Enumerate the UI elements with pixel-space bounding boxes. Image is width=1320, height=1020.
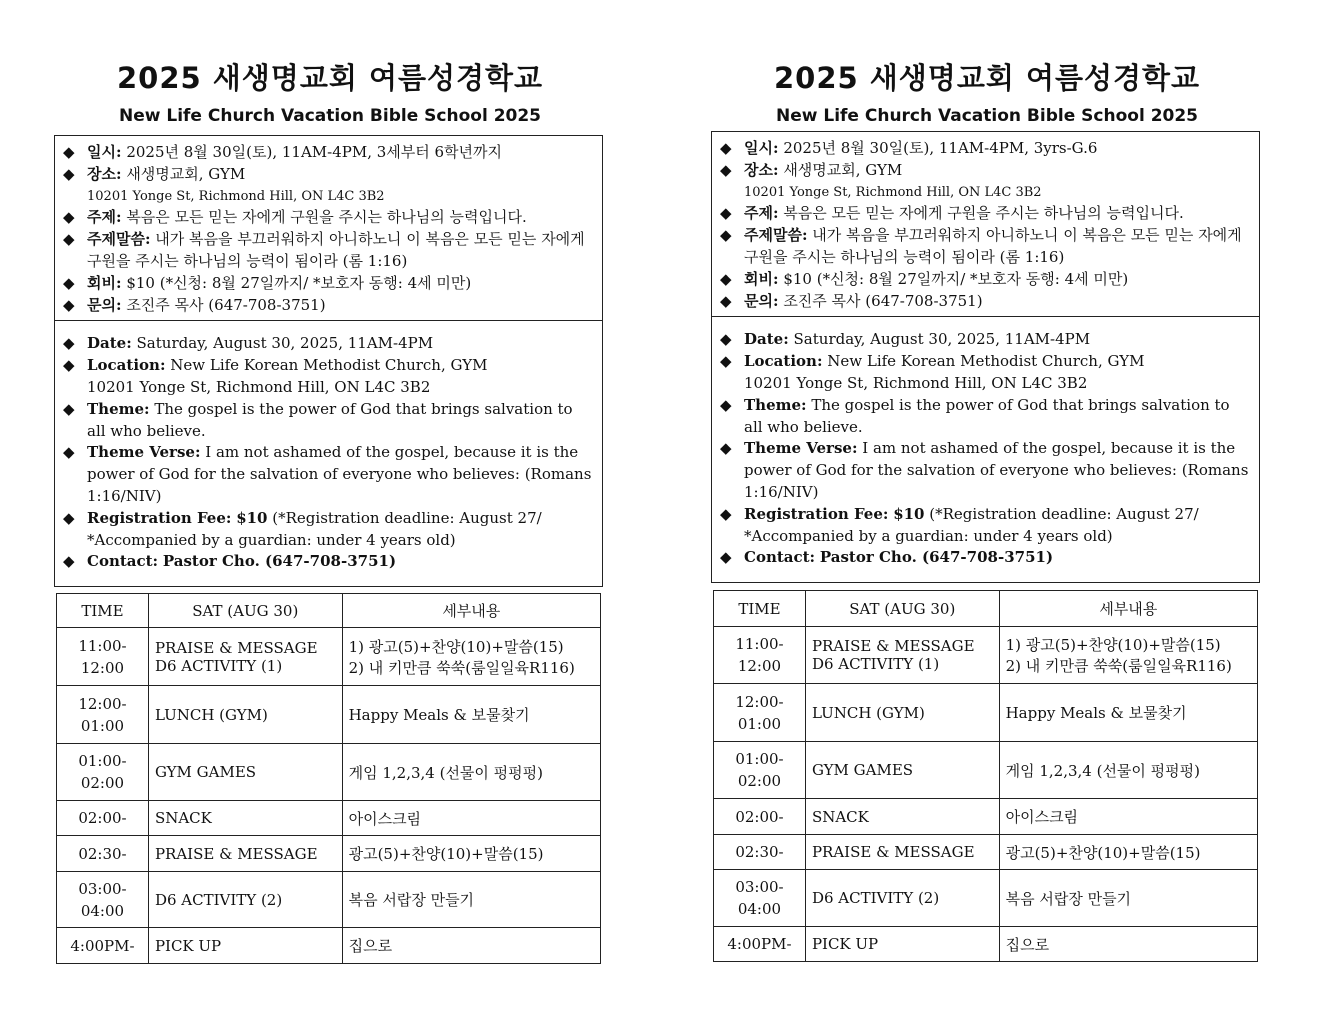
info-verse-en: ◆ Theme Verse: I am not ashamed of the gospel, because it is the power of God for the salvation of everyone who believes: (Romans 1:16/NIV) [720, 439, 1249, 501]
bullet-icon: ◆ [63, 356, 75, 375]
column-header: TIME [714, 591, 806, 627]
bullet-icon: ◆ [720, 330, 732, 349]
table-row: 02:00- SNACK 아이스크림 [57, 801, 601, 836]
bullet-icon: ◆ [720, 291, 732, 310]
table-row: 02:30- PRAISE & MESSAGE 광고(5)+찬양(10)+말씀(15) [714, 835, 1258, 870]
info-contact-en: ◆ Contact: Pastor Cho. (647-708-3751) [720, 547, 1249, 569]
bullet-icon: ◆ [63, 230, 75, 249]
table-row: 4:00PM- PICK UP 집으로 [57, 928, 601, 964]
info-place: ◆ 장소: 새생명교회, GYM 10201 Yonge St, Richmond Hill, ON L4C 3B2 [63, 164, 385, 204]
bullet-icon: ◆ [720, 204, 732, 223]
table-row: 12:00- 01:00 LUNCH (GYM) Happy Meals & 보물찾기 [714, 684, 1258, 742]
info-theme: ◆ 주제: 복음은 모든 믿는 자에게 구원을 주시는 하나님의 능력입니다. [720, 203, 1249, 225]
bullet-icon: ◆ [720, 352, 732, 371]
bullet-icon: ◆ [720, 548, 732, 567]
table-header-row [714, 591, 1258, 627]
column-header: SAT (AUG 30) [148, 594, 342, 628]
info-verse: ◆ 주제말씀: 내가 복음을 부끄러워하지 아니하노니 이 복음은 모든 믿는 자에게 구원을 주시는 하나님의 능력이 됨이라 (롬 1:16) [720, 226, 1242, 266]
info-contact: ◆ 문의: 조진주 목사 (647-708-3751) [63, 295, 592, 317]
column-header: SAT (AUG 30) [805, 591, 999, 627]
table-row: 4:00PM- PICK UP 집으로 [714, 927, 1258, 962]
info-date: ◆ 일시: 2025년 8월 30일(토), 11AM-4PM, 3yrs-G.6 [720, 138, 1249, 160]
bullet-icon: ◆ [63, 273, 75, 292]
info-verse-en: ◆ Theme Verse: I am not ashamed of the gospel, because it is the power of God for the salvation of everyone who believes: (Romans 1:16/NIV) [63, 443, 592, 505]
bullet-icon: ◆ [720, 504, 732, 523]
info-fee: ◆ 회비: $10 (*신청: 8월 27일까지/ *보호자 동행: 4세 미만) [63, 273, 592, 295]
info-box [54, 135, 603, 587]
info-contact: ◆ 문의: 조진주 목사 (647-708-3751) [720, 291, 1249, 313]
bullet-icon: ◆ [63, 208, 75, 227]
bullet-icon: ◆ [63, 443, 75, 462]
info-contact-en: ◆ Contact: Pastor Cho. (647-708-3751) [63, 551, 592, 573]
table-row: 03:00- 04:00 D6 ACTIVITY (2) 복음 서랍장 만들기 [714, 870, 1258, 927]
info-theme: ◆ 주제: 복음은 모든 믿는 자에게 구원을 주시는 하나님의 능력입니다. [63, 207, 592, 229]
page-subtitle: New Life Church Vacation Bible School 2025 [118, 106, 542, 126]
bullet-icon: ◆ [63, 143, 75, 161]
table-row: 02:30- PRAISE & MESSAGE 광고(5)+찬양(10)+말씀(15) [57, 836, 601, 872]
bullet-icon: ◆ [720, 226, 732, 245]
info-theme-en: ◆ Theme: The gospel is the power of God that brings salvation to all who believe. [63, 399, 573, 440]
info-fee: ◆ 회비: $10 (*신청: 8월 27일까지/ *보호자 동행: 4세 미만) [720, 269, 1249, 291]
bullet-icon: ◆ [720, 395, 732, 414]
korean-info [55, 136, 602, 320]
bullet-icon: ◆ [63, 399, 75, 418]
bullet-icon: ◆ [63, 508, 75, 527]
bullet-icon: ◆ [720, 139, 732, 157]
info-location-en: ◆ Location: New Life Korean Methodist Church, GYM 10201 Yonge St, Richmond Hill, ON L4C 3B2 [720, 352, 1145, 392]
bullet-icon: ◆ [720, 439, 732, 458]
bullet-icon: ◆ [720, 160, 732, 179]
bullet-icon: ◆ [63, 164, 75, 183]
schedule-table [713, 590, 1258, 962]
bullet-icon: ◆ [63, 334, 75, 353]
table-header-row [57, 594, 601, 628]
column-header: 세부내용 [342, 594, 600, 628]
table-row: 03:00- 04:00 D6 ACTIVITY (2) 복음 서랍장 만들기 [57, 872, 601, 928]
page-subtitle: New Life Church Vacation Bible School 2025 [775, 106, 1199, 126]
info-verse: ◆ 주제말씀: 내가 복음을 부끄러워하지 아니하노니 이 복음은 모든 믿는 자에게 구원을 주시는 하나님의 능력이 됨이라 (롬 1:16) [63, 230, 585, 270]
table-row: 11:00- 12:00 PRAISE & MESSAGE D6 ACTIVITY (1) 1) 광고(5)+찬양(10)+말씀(15) 2) 내 키만큼 쑥쑥(룸일일육R116) [714, 627, 1258, 684]
info-date-en: ◆ Date: Saturday, August 30, 2025, 11AM-4PM [720, 329, 1249, 351]
bullet-icon: ◆ [63, 295, 75, 314]
column-header: 세부내용 [999, 591, 1257, 627]
bullet-icon: ◆ [63, 552, 75, 571]
page-title: 2025 새생명교회 여름성경학교 [773, 61, 1201, 95]
info-date-en: ◆ Date: Saturday, August 30, 2025, 11AM-4PM [63, 333, 592, 355]
info-place: ◆ 장소: 새생명교회, GYM 10201 Yonge St, Richmond Hill, ON L4C 3B2 [720, 160, 1042, 200]
table-row: 01:00- 02:00 GYM GAMES 게임 1,2,3,4 (선물이 펑펑펑) [57, 744, 601, 801]
info-theme-en: ◆ Theme: The gospel is the power of God that brings salvation to all who believe. [720, 395, 1230, 436]
korean-info [712, 132, 1259, 316]
page-title: 2025 새생명교회 여름성경학교 [116, 61, 544, 95]
info-location-en: ◆ Location: New Life Korean Methodist Church, GYM 10201 Yonge St, Richmond Hill, ON L4C 3B2 [63, 356, 488, 396]
table-row: 11:00- 12:00 PRAISE & MESSAGE D6 ACTIVITY (1) 1) 광고(5)+찬양(10)+말씀(15) 2) 내 키만큼 쑥쑥(룸일일육R116) [57, 628, 601, 686]
info-fee-en: ◆ Registration Fee: $10 (*Registration deadline: August 27/ *Accompanied by a guardian: under 4 years old) [720, 504, 1199, 545]
info-box [711, 131, 1260, 583]
column-header: TIME [57, 594, 149, 628]
info-fee-en: ◆ Registration Fee: $10 (*Registration deadline: August 27/ *Accompanied by a guardian: under 4 years old) [63, 508, 542, 549]
english-info [712, 316, 1259, 573]
bullet-icon: ◆ [720, 269, 732, 288]
schedule-table [56, 593, 601, 964]
english-info [55, 320, 602, 577]
table-row: 02:00- SNACK 아이스크림 [714, 799, 1258, 835]
info-date: ◆ 일시: 2025년 8월 30일(토), 11AM-4PM, 3세부터 6학년까지 [63, 142, 592, 164]
table-row: 12:00- 01:00 LUNCH (GYM) Happy Meals & 보물찾기 [57, 686, 601, 744]
table-row: 01:00- 02:00 GYM GAMES 게임 1,2,3,4 (선물이 펑펑펑) [714, 742, 1258, 799]
